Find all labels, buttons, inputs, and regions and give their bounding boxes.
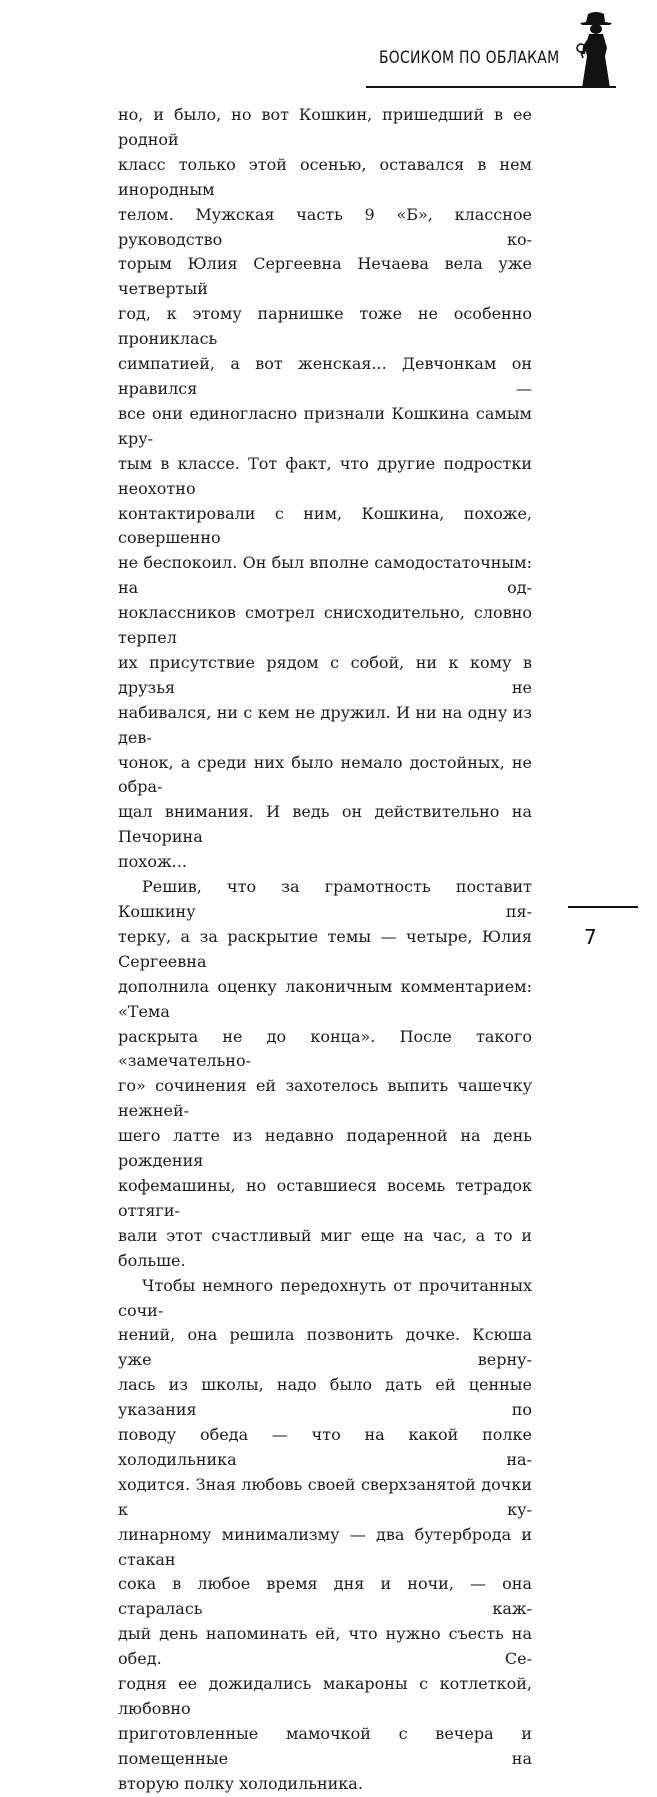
text-line: сока в любое время дня и ночи, — она старалась каж- <box>118 1574 532 1619</box>
text-line: годня ее дожидались макароны с котлеткой, любовно <box>118 1674 532 1718</box>
text-line: Чтобы немного передохнуть от прочитанных сочи- <box>118 1275 532 1320</box>
text-line: симпатией, а вот женская... Девчонкам он нравился — <box>118 354 532 398</box>
text-line: щал внимания. И ведь он действительно на Печорина <box>118 802 532 847</box>
text-line: линарному минимализму — два бутерброда и стакан <box>118 1524 532 1569</box>
text-line: ноклассников смотрел снисходительно, словно терпел <box>118 603 532 648</box>
text-line: лась из школы, надо было дать ей ценные указания по <box>118 1375 532 1420</box>
text-line: раскрыта не до конца». После такого «замечательно- <box>118 1026 532 1071</box>
paragraph-3 <box>118 1274 532 1772</box>
text-line: похож... <box>118 852 187 872</box>
text-line: торым Юлия Сергеевна Нечаева вела уже четвертый <box>118 254 532 299</box>
text-line: ходится. Зная любовь своей сверхзанятой дочки к ку- <box>118 1474 532 1519</box>
text-line: Решив, что за грамотность поставит Кошкину пя- <box>118 877 532 921</box>
text-line: их присутствие рядом с собой, ни к кому в друзья не <box>118 652 532 697</box>
text-line: дополнила оценку лаконичным комментарием: «Тема <box>118 976 532 1021</box>
text-line: терку, а за раскрытие темы — четыре, Юлия Сергеевна <box>118 926 532 971</box>
paragraph-1 <box>118 103 532 850</box>
text-line: вали этот счастливый миг еще на час, а то и больше. <box>118 1225 532 1270</box>
text-line: чонок, а среди них было немало достойных, не обра- <box>118 752 532 797</box>
paragraph-2 <box>118 875 532 1224</box>
text-line: но, и было, но вот Кошкин, пришедший в ее родной <box>118 105 532 149</box>
paragraph-3-end <box>118 1772 532 1797</box>
text-line: дый день напоминать ей, что нужно съесть на обед. Се- <box>118 1624 532 1669</box>
text-line: вторую полку холодильника. <box>118 1773 363 1793</box>
text-line: нений, она решила позвонить дочке. Ксюша уже верну- <box>118 1325 532 1370</box>
detective-silhouette-icon <box>574 10 618 90</box>
text-line: год, к этому парнишке тоже не особенно прониклась <box>118 304 532 349</box>
body-text <box>118 103 532 1797</box>
text-line: набивался, ни с кем не дружил. И ни на одну из дев- <box>118 702 532 747</box>
text-line: все они единогласно признали Кошкина самым кру- <box>118 403 532 448</box>
page-number: 7 <box>584 925 597 949</box>
text-line: кофемашины, но оставшиеся восемь тетрадок оттяги- <box>118 1175 532 1220</box>
paragraph-2-end <box>118 1224 532 1274</box>
text-line: класс только этой осенью, оставался в нем инородным <box>118 154 532 199</box>
paragraph-1-end <box>118 850 532 875</box>
text-line: поводу обеда — что на какой полке холодильника на- <box>118 1425 532 1469</box>
text-line: тым в классе. Тот факт, что другие подростки неохотно <box>118 453 532 498</box>
text-line: приготовленные мамочкой с вечера и помещенные на <box>118 1723 532 1768</box>
footer-rule <box>568 906 638 908</box>
text-line: шего латте из недавно подаренной на день рождения <box>118 1126 532 1171</box>
text-line: контактировали с ним, Кошкина, похоже, совершенно <box>118 503 532 548</box>
header-rule <box>366 86 616 88</box>
running-title: БОСИКОМ ПО ОБЛАКАМ <box>379 48 560 68</box>
text-line: не беспокоил. Он был вполне самодостаточным: на од- <box>118 553 532 598</box>
text-line: го» сочинения ей захотелось выпить чашечку нежней- <box>118 1076 532 1121</box>
text-line: телом. Мужская часть 9 «Б», классное руководство ко- <box>118 204 532 249</box>
